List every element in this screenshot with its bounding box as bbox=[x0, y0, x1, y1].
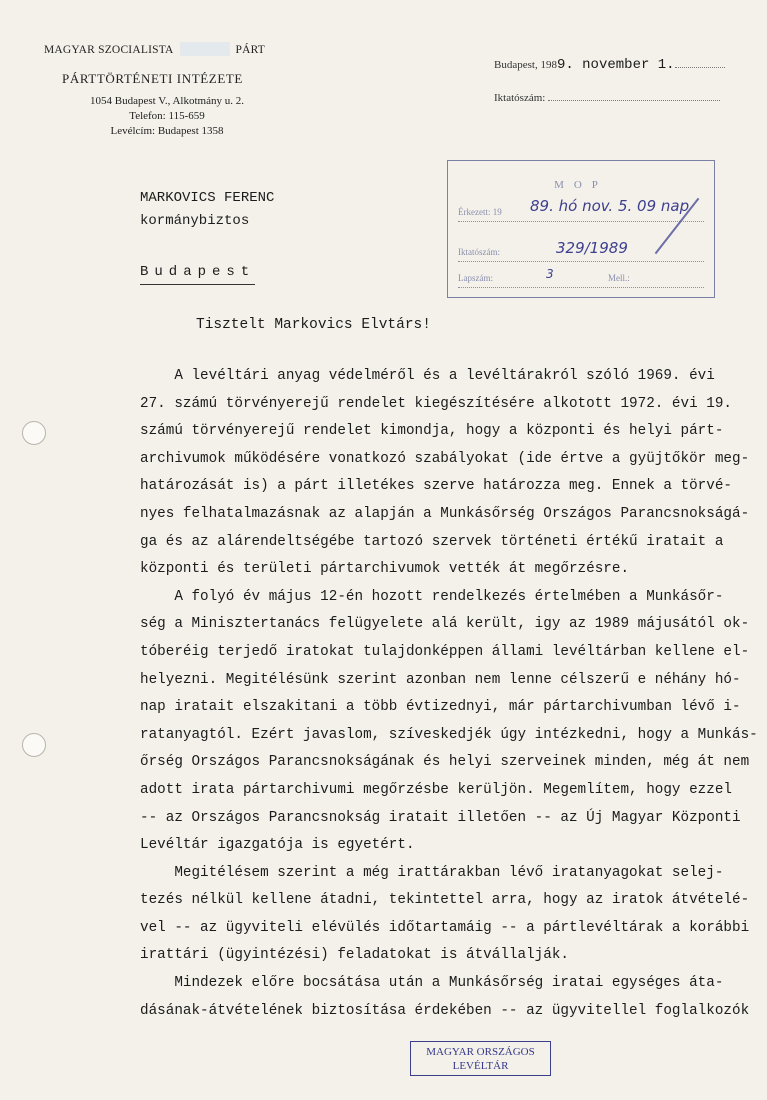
stamp-title: MOP bbox=[554, 179, 608, 191]
date-line bbox=[494, 57, 725, 73]
letterhead-postal: Levélcím: Budapest 1358 bbox=[110, 125, 224, 137]
body-line: tezés nélkül kellene átadni, tekintettel arra, hogy az iratok átvételé- bbox=[140, 892, 750, 909]
stamp-iktato-label: Iktatószám: bbox=[458, 247, 500, 257]
party-name-right: PÁRT bbox=[235, 44, 266, 56]
iktato-dots bbox=[548, 99, 720, 101]
stamp-handwritten-date: 89. hó nov. 5. 09 nap bbox=[530, 197, 690, 215]
addressee-name: MARKOVICS FERENC bbox=[140, 190, 275, 206]
body-line: nyes felhatalmazásnak az alapján a Munkásőrség Országos Parancsnokságá- bbox=[140, 505, 750, 522]
body-line: dásának-átvételének biztosítása érdekében -- az ügyvitellel foglalkozók bbox=[140, 1002, 750, 1019]
body-line: nap iratait elszakitani a több évtizednyi, már pártarchivumban lévő i- bbox=[140, 699, 741, 716]
institute-name: PÁRTTÖRTÉNETI INTÉZETE bbox=[62, 71, 243, 86]
stamp-page-label: Lapszám: bbox=[458, 273, 493, 283]
body-line: A folyó év május 12-én hozott rendelkezés értelmében a Munkásőr- bbox=[140, 588, 724, 605]
stamp-handwritten-number: 329/1989 bbox=[556, 239, 628, 257]
body-line: 27. számú törvényerejű rendelet kiegészítésére alkotott 1972. évi 19. bbox=[140, 395, 732, 412]
received-stamp bbox=[447, 160, 715, 298]
addressee-city: Budapest bbox=[140, 261, 255, 285]
body-line: irattári (ügyintézési) feladatokat is átvállalják. bbox=[140, 947, 569, 964]
body-line: Levéltár igazgatója is egyetért. bbox=[140, 837, 415, 854]
archive-stamp bbox=[410, 1041, 551, 1076]
stamp-mell-label: Mell.: bbox=[608, 273, 630, 283]
archive-stamp-line1: MAGYAR ORSZÁGOS bbox=[426, 1046, 535, 1058]
iktato-line bbox=[494, 92, 720, 104]
body-line: A levéltári anyag védelméről és a levéltárakról szóló 1969. évi bbox=[140, 368, 715, 384]
date-prefix: Budapest, 198 bbox=[494, 59, 557, 71]
body-line: ga és az alárendeltségébe tartozó szervek történeti értékű iratait a bbox=[140, 533, 724, 550]
body-line: tóberéig terjedő iratokat tulajdonképpen állami levéltárban kellene el- bbox=[140, 643, 750, 660]
body-line: központi és területi pártarchivumok vették át megőrzésre. bbox=[140, 561, 630, 578]
body-line: Mindezek előre bocsátása után a Munkásőrség iratai egységes áta- bbox=[140, 975, 724, 992]
date-typed: 9. november 1. bbox=[556, 57, 675, 73]
letter-body bbox=[140, 363, 758, 1025]
addressee-role: kormánybiztos bbox=[140, 213, 250, 229]
iktato-label: Iktatószám: bbox=[494, 92, 546, 104]
body-line: ratanyagtól. Ezért javaslom, szíveskedjék úgy intézkedni, hogy a Munkás- bbox=[140, 726, 758, 743]
body-line: -- az Országos Parancsnokság iratait illetően -- az Új Magyar Központi bbox=[140, 809, 741, 826]
punch-hole bbox=[22, 733, 46, 757]
stamp-page-row bbox=[458, 273, 704, 288]
body-line: Megitélésem szerint a még irattárakban lévő iratanyagokat selej- bbox=[140, 864, 724, 881]
stamp-handwritten-pages: 3 bbox=[546, 267, 554, 281]
party-name-left: MAGYAR SZOCIALISTA bbox=[44, 44, 174, 56]
body-line: ség a Minisztertanács felügyelete alá került, igy az 1989 májusától ok- bbox=[140, 616, 750, 633]
date-dots bbox=[675, 66, 725, 68]
salutation: Tisztelt Markovics Elvtárs! bbox=[196, 317, 431, 333]
letterhead-address: 1054 Budapest V., Alkotmány u. 2. bbox=[90, 95, 244, 107]
body-line: számú törvényerejű rendelet kimondja, hogy a központi és helyi párt- bbox=[140, 423, 724, 440]
stamp-received-label: Érkezett: 19 bbox=[458, 207, 502, 217]
redaction-patch bbox=[180, 42, 230, 56]
letterhead-phone: Telefon: 115-659 bbox=[129, 110, 205, 122]
letterhead-contact bbox=[62, 94, 272, 139]
body-line: helyezni. Megitélésünk szerint azonban nem lenne célszerű e néhány hó- bbox=[140, 671, 741, 688]
body-line: adott irata pártarchivumi megőrzésbe kerüljön. Megemlítem, hogy ezzel bbox=[140, 781, 732, 798]
punch-hole bbox=[22, 421, 46, 445]
body-line: őrség Országos Parancsnokságának és helyi szerveinek minden, még át nem bbox=[140, 754, 750, 771]
archive-stamp-line2: LEVÉLTÁR bbox=[452, 1060, 509, 1072]
body-line: archivumok működésére vonatkozó szabályokat (ide értve a gyüjtőkör meg- bbox=[140, 450, 750, 467]
party-name bbox=[44, 42, 265, 56]
body-line: vel -- az ügyviteli elévülés időtartamáig -- a pártlevéltárak a korábbi bbox=[140, 919, 750, 936]
body-line: határozását is) a párt illetékes szerve határozza meg. Ennek a törvé- bbox=[140, 478, 732, 495]
